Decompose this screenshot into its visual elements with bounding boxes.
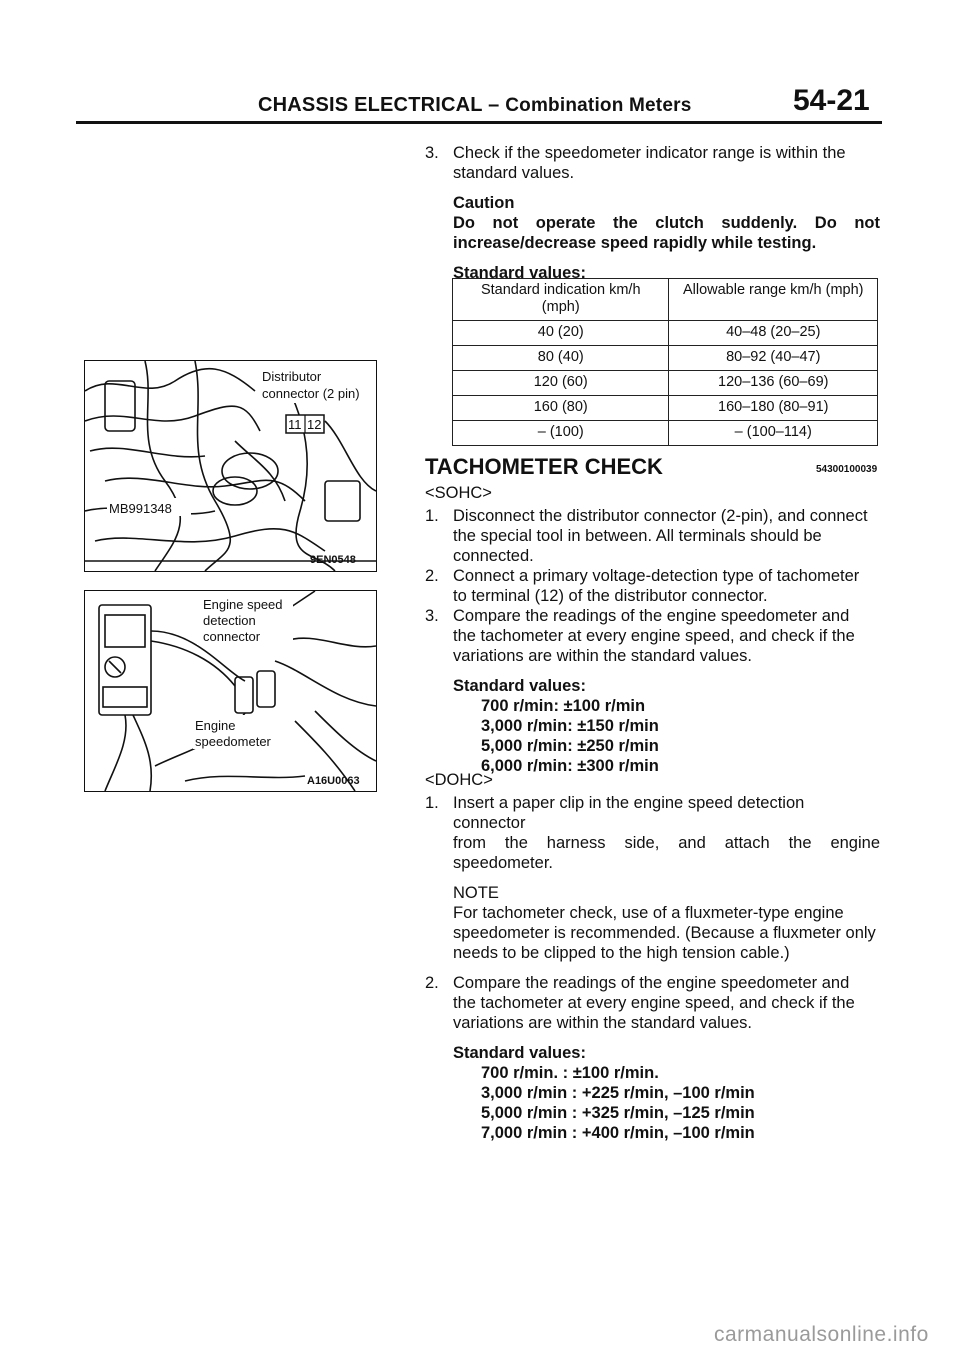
standard-values-label: Standard values: [453, 1044, 586, 1062]
page-header-section [258, 94, 691, 117]
header-subsection-title: Combination Meters [505, 95, 692, 116]
table-header-text: (mph) [541, 299, 580, 315]
step-text-line: Connect a primary voltage-detection type of tachometer [453, 567, 860, 585]
figure-engine-speed-connector [84, 590, 377, 792]
table-row [453, 421, 878, 446]
table-row [453, 346, 878, 371]
step-text-line: Disconnect the distributor connector (2-pin), and connect [453, 507, 868, 525]
caution-line: increase/decrease speed rapidly while testing. [453, 234, 817, 252]
figure-code: 9EN0548 [310, 554, 356, 566]
standard-value: 7,000 r/min : +400 r/min, –100 r/min [481, 1124, 755, 1142]
table-cell: 120 (60) [453, 371, 669, 396]
step-number: 3. [425, 607, 439, 625]
step-number: 3. [425, 144, 439, 162]
sohc-step [425, 606, 880, 666]
table-row [453, 396, 878, 421]
figure-speedometer-illustration [85, 591, 376, 791]
standard-value: 700 r/min. : ±100 r/min. [481, 1064, 659, 1082]
step-number: 2. [425, 974, 439, 992]
step-text-line: Check if the speedometer indicator range is within the [453, 144, 846, 162]
header-section-title: CHASSIS ELECTRICAL [258, 94, 483, 116]
tool-label: MB991348 [109, 501, 172, 516]
step-text-line: to terminal (12) of the distributor connector. [453, 587, 768, 605]
sohc-step [425, 506, 880, 566]
figure-label: detection [203, 613, 256, 628]
table-cell: – (100) [453, 421, 669, 446]
figure-code: A16U0063 [307, 775, 360, 787]
step-text-line: the special tool in between. All terminals should be [453, 527, 822, 545]
step-text-line: connected. [453, 547, 534, 565]
standard-values-label: Standard values: [453, 264, 586, 282]
dohc-label: <DOHC> [425, 771, 493, 789]
table-cell: 40–48 (20–25) [669, 321, 878, 346]
step-text-line: Compare the readings of the engine speedometer and [453, 974, 850, 992]
watermark-link[interactable]: carmanualsonline.info [714, 1323, 929, 1346]
standard-value: 3,000 r/min : +225 r/min, –100 r/min [481, 1084, 755, 1102]
figure-distributor-illustration [85, 361, 376, 571]
figure-distributor-connector [84, 360, 377, 572]
note-line: speedometer is recommended. (Because a fluxmeter only [453, 924, 876, 942]
table-row [453, 371, 878, 396]
dohc-step [425, 973, 880, 1033]
step-text-line: speedometer. [453, 854, 553, 872]
dohc-block [425, 770, 880, 1143]
page-number: 54-21 [793, 84, 870, 117]
table-cell: 40 (20) [453, 321, 669, 346]
standard-values-label: Standard values: [453, 677, 586, 695]
speedo-step-3 [425, 143, 880, 283]
sohc-standard-values [425, 676, 880, 776]
step-text-line: from the harness side, and attach the engine [453, 834, 880, 852]
table-cell: 160 (80) [453, 396, 669, 421]
table-cell: 80–92 (40–47) [669, 346, 878, 371]
step-text-line: variations are within the standard values. [453, 647, 752, 665]
step-text-line: Insert a paper clip in the engine speed detection connector [453, 794, 805, 832]
step-text-line: Compare the readings of the engine speedometer and [453, 607, 850, 625]
step-number: 1. [425, 507, 439, 525]
table-header-cell: Allowable range km/h (mph) [669, 279, 878, 321]
dohc-step [425, 793, 880, 873]
figure-label: Distributor [262, 369, 322, 384]
step-text-line: the tachometer at every engine speed, and check if the [453, 627, 855, 645]
pin-label: 11 [288, 417, 302, 432]
step-text-line: the tachometer at every engine speed, and check if the [453, 994, 855, 1012]
standard-value: 6,000 r/min: ±300 r/min [481, 757, 659, 775]
step-text-line: variations are within the standard values. [453, 1014, 752, 1032]
standard-value: 5,000 r/min: ±250 r/min [481, 737, 659, 755]
note-block [425, 883, 880, 963]
sohc-step [425, 566, 880, 606]
figure-label: connector [203, 629, 261, 644]
standard-value: 5,000 r/min : +325 r/min, –125 r/min [481, 1104, 755, 1122]
step-number: 1. [425, 794, 439, 812]
note-title: NOTE [453, 884, 499, 902]
standard-value: 700 r/min: ±100 r/min [481, 697, 646, 715]
note-line: needs to be clipped to the high tension cable.) [453, 944, 790, 962]
sohc-block [425, 483, 880, 776]
table-header-text: Standard indication km/h [480, 282, 641, 298]
sohc-label: <SOHC> [425, 484, 492, 502]
table-cell: 80 (40) [453, 346, 669, 371]
caution-line: Do not operate the clutch suddenly. Do not [453, 214, 880, 232]
note-line: For tachometer check, use of a fluxmeter-type engine [453, 904, 844, 922]
table-row [453, 321, 878, 346]
step-number: 2. [425, 567, 439, 585]
tachometer-check-heading: TACHOMETER CHECK [425, 454, 663, 479]
step-text-line: standard values. [453, 164, 575, 182]
speed-standard-table [452, 278, 878, 446]
standard-value: 3,000 r/min: ±150 r/min [481, 717, 659, 735]
header-rule [76, 121, 882, 124]
table-cell: 160–180 (80–91) [669, 396, 878, 421]
section-code: 54300100039 [816, 464, 878, 475]
figure-label: speedometer [195, 734, 271, 749]
dohc-standard-values [425, 1043, 880, 1143]
caution-title: Caution [453, 194, 515, 212]
table-header-cell [453, 279, 669, 321]
table-cell: – (100–114) [669, 421, 878, 446]
figure-label: connector (2 pin) [262, 386, 360, 401]
table-cell: 120–136 (60–69) [669, 371, 878, 396]
figure-label: Engine speed [203, 597, 283, 612]
header-dash: – [488, 94, 500, 116]
table-header-row [453, 279, 878, 321]
figure-label: Engine [195, 718, 236, 733]
pin-label: 12 [307, 417, 322, 432]
